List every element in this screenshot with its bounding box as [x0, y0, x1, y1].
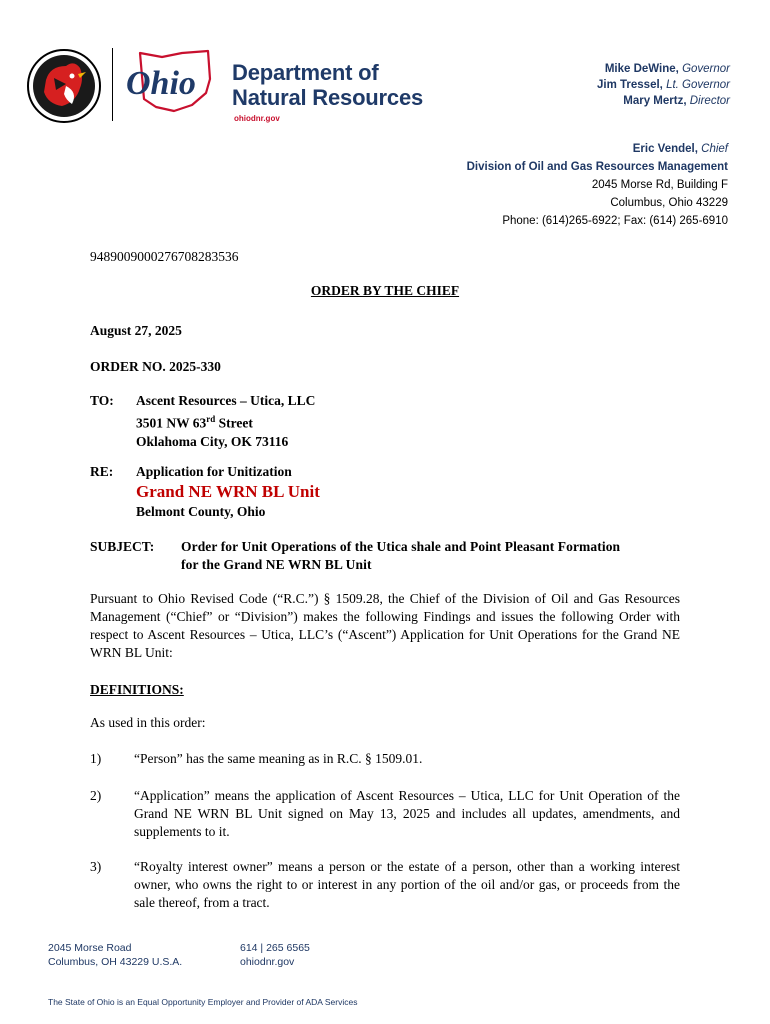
- re-block: [136, 463, 320, 521]
- official-governor: Mike DeWine, Governor: [604, 63, 730, 75]
- definition-text: “Person” has the same meaning as in R.C. § 1509.01.: [134, 751, 423, 766]
- definition-text: “Royalty interest owner” means a person or the estate of a person, other than a working interest owner, who owns the right to or interest in any portion of the oil and/or gas, or proceeds from the sale thereof, from a tract.: [134, 859, 680, 910]
- recipient-company: Ascent Resources – Utica, LLC: [136, 393, 316, 408]
- order-date: August 27, 2025: [90, 323, 182, 338]
- definitions-intro: As used in this order:: [90, 715, 206, 730]
- footer-website-link[interactable]: ohiodnr.gov: [240, 956, 295, 968]
- ohio-wordmark: Ohio: [126, 65, 196, 102]
- definition-number: 2): [90, 788, 102, 803]
- footer-phone: 614 | 265 6565: [240, 942, 310, 954]
- subject-line1: Order for Unit Operations of the Utica shale and Point Pleasant Formation: [181, 539, 621, 554]
- division-address2: Columbus, Ohio 43229: [610, 197, 728, 209]
- definition-number: 1): [90, 751, 102, 766]
- footer-eeo-statement: The State of Ohio is an Equal Opportunity Employer and Provider of ADA Services: [48, 997, 358, 1007]
- subject-text: [181, 538, 681, 574]
- footer-address: [48, 941, 182, 969]
- official-lt-governor: Jim Tressel, Lt. Governor: [597, 79, 730, 91]
- subject-label: SUBJECT:: [90, 539, 155, 554]
- footer-contact: [240, 941, 310, 969]
- definition-text: “Application” means the application of Ascent Resources – Utica, LLC for Unit Operation of the Grand NE WRN BL Unit signed on May 13, 2025 and includes all updates, amendments, and supplements to it.: [134, 788, 680, 839]
- intro-paragraph: Pursuant to Ohio Revised Code (“R.C.”) § 1509.28, the Chief of the Division of Oil and Gas Resources Management (“Chief” or “Division”) makes the following Findings and issues the following Order with respect to Ascent Resources – Utica, LLC’s (“Ascent”) Application for Unit Operations for the Grand NE WRN BL Unit:: [90, 591, 680, 660]
- officials-list: [597, 61, 730, 109]
- agency-title: [232, 60, 423, 110]
- cardinal-seal-logo: [26, 48, 102, 124]
- agency-title-line1: Department of: [232, 60, 379, 85]
- footer-city: Columbus, OH 43229 U.S.A.: [48, 956, 183, 968]
- re-county: Belmont County, Ohio: [136, 504, 266, 519]
- tracking-number: 9489009000276708283536: [90, 249, 239, 264]
- re-label: RE:: [90, 464, 114, 479]
- division-address1: 2045 Morse Rd, Building F: [591, 179, 728, 191]
- to-label: TO:: [90, 393, 114, 408]
- definition-number: 3): [90, 859, 102, 874]
- definitions-heading: DEFINITIONS:: [90, 682, 184, 697]
- division-block: [467, 140, 728, 230]
- division-name: Division of Oil and Gas Resources Management: [466, 161, 728, 173]
- official-director: Mary Mertz, Director: [623, 95, 730, 107]
- order-title: ORDER BY THE CHIEF: [310, 283, 460, 298]
- division-phone: Phone: (614)265-6922; Fax: (614) 265-6910: [502, 215, 728, 227]
- recipient-street: 3501 NW 63rd Street: [136, 414, 253, 431]
- re-application: Application for Unitization: [136, 464, 292, 479]
- order-number: ORDER NO. 2025-330: [90, 359, 221, 374]
- logo-divider: [112, 48, 113, 121]
- ohio-state-outline-logo: [122, 47, 226, 117]
- recipient-city: Oklahoma City, OK 73116: [136, 433, 289, 449]
- unit-name: Grand NE WRN BL Unit: [136, 482, 320, 501]
- footer-street: 2045 Morse Road: [48, 942, 132, 954]
- agency-title-line2: Natural Resources: [232, 85, 424, 110]
- recipient-address: [136, 392, 315, 451]
- subject-line2: for the Grand NE WRN BL Unit: [181, 557, 372, 572]
- division-chief: Eric Vendel, Chief: [632, 143, 728, 155]
- agency-url[interactable]: ohiodnr.gov: [234, 114, 280, 123]
